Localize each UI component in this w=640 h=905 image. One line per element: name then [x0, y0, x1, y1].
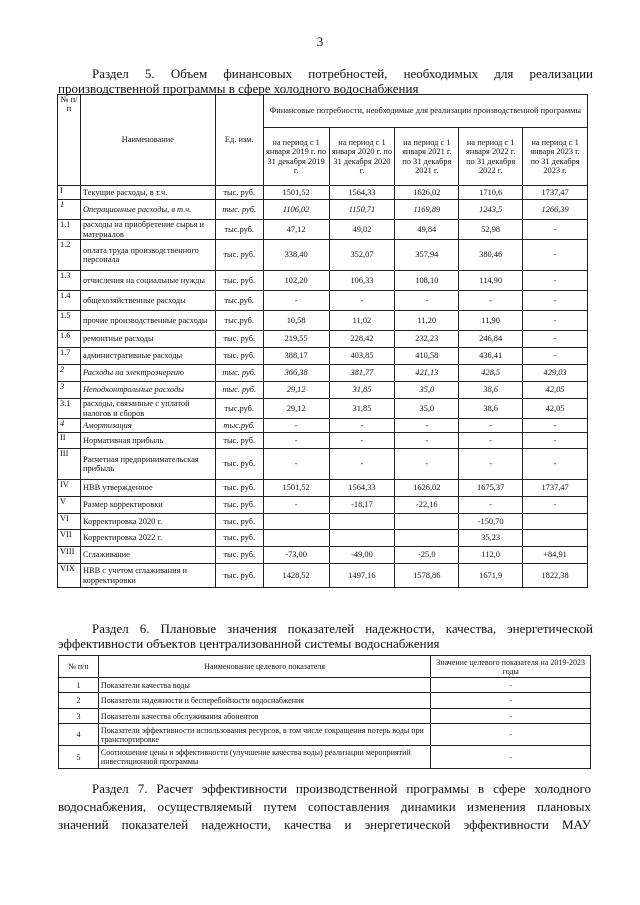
col-header-period: на период с 1 января 2022 г. по 31 декабря 2022 г. — [459, 128, 523, 186]
row-value: - — [431, 746, 591, 769]
row-value: - — [263, 497, 329, 514]
row-name: расходы, связанные с уплатой налогов и сборов — [80, 399, 215, 419]
section6-heading-line2: эффективности объектов централизованной системы водоснабжения — [58, 636, 440, 651]
row-value: 29,12 — [263, 399, 329, 419]
row-number: VI — [58, 514, 81, 530]
financial-needs-table — [57, 94, 588, 588]
col-header-period: на период с 1 января 2021 г. по 31 декабря 2021 г. — [395, 128, 459, 186]
row-value: 1737,47 — [523, 186, 588, 200]
row-value: 366,38 — [263, 365, 329, 382]
row-value: 1497,16 — [329, 564, 395, 588]
table-row — [59, 678, 591, 693]
col-header-period: на период с 1 января 2019 г. по 31 декабря 2019 г. — [263, 128, 329, 186]
row-value: 219,55 — [263, 331, 329, 348]
row-name: Размер корректировки — [80, 497, 215, 514]
table-row — [58, 399, 588, 419]
table-row — [58, 382, 588, 399]
table-row — [58, 419, 588, 433]
row-value: 11,20 — [395, 311, 459, 331]
row-unit: тыс.руб. — [215, 311, 263, 331]
table-row — [58, 480, 588, 497]
table-row — [58, 200, 588, 220]
table-row — [58, 365, 588, 382]
row-name: ремонтные расходы — [80, 331, 215, 348]
row-value — [329, 514, 395, 530]
row-value — [263, 530, 329, 547]
row-number: 1.7 — [58, 348, 81, 365]
table-row — [58, 311, 588, 331]
row-value — [395, 514, 459, 530]
row-value: - — [523, 433, 588, 449]
row-number: VII — [58, 530, 81, 547]
row-unit: тыс. руб. — [215, 186, 263, 200]
row-value: - — [395, 449, 459, 480]
row-value: 1501,52 — [263, 186, 329, 200]
target-indicators-table — [58, 655, 591, 769]
row-value: - — [329, 291, 395, 311]
row-value: - — [459, 291, 523, 311]
row-value: -22,16 — [395, 497, 459, 514]
table-row — [58, 497, 588, 514]
table-row — [59, 709, 591, 724]
row-name: отчисления на социальные нужды — [80, 271, 215, 291]
table-row — [58, 271, 588, 291]
row-value: 11,02 — [329, 311, 395, 331]
target-indicators-table-body — [59, 678, 591, 769]
row-number: 1.6 — [58, 331, 81, 348]
row-number: V — [58, 497, 81, 514]
row-value: 47,12 — [263, 220, 329, 240]
row-value — [523, 530, 588, 547]
row-value: 410,58 — [395, 348, 459, 365]
row-value: - — [263, 449, 329, 480]
row-value: 49,84 — [395, 220, 459, 240]
row-number: VIII — [58, 547, 81, 564]
section5-heading-line2: производственной программы в сфере холодного водоснабжения — [58, 81, 419, 96]
row-value: 1737,47 — [523, 480, 588, 497]
row-value: - — [329, 433, 395, 449]
section5-heading — [58, 66, 593, 96]
row-value: 338,40 — [263, 240, 329, 271]
row-value: - — [459, 449, 523, 480]
row-value: 106,33 — [329, 271, 395, 291]
table-row — [58, 547, 588, 564]
row-value: - — [523, 240, 588, 271]
row-value — [523, 514, 588, 530]
col-header-period: на период с 1 января 2020 г. по 31 декабря 2020 г. — [329, 128, 395, 186]
row-name: Показатели качества обслуживания абонентов — [98, 709, 430, 724]
row-value: 38,6 — [459, 399, 523, 419]
row-value: 429,03 — [523, 365, 588, 382]
row-value: 38,6 — [459, 382, 523, 399]
table-row — [58, 331, 588, 348]
row-value: 52,98 — [459, 220, 523, 240]
row-value: 228,42 — [329, 331, 395, 348]
row-value: - — [431, 693, 591, 709]
row-name: прочие производственные расходы — [80, 311, 215, 331]
row-name: Расходы на электроэнергию — [80, 365, 215, 382]
row-value: - — [523, 449, 588, 480]
row-unit: тыс. руб. — [215, 271, 263, 291]
row-number: 1 — [58, 200, 81, 220]
section7-line1: Раздел 7. Расчет эффективности производственной программы в сфере холодного — [92, 781, 591, 796]
row-value: 10,58 — [263, 311, 329, 331]
row-name: НВВ с учетом сглаживания и корректировки — [80, 564, 215, 588]
row-value: 1106,02 — [263, 200, 329, 220]
row-value: 1578,86 — [395, 564, 459, 588]
row-name: Корректировка 2022 г. — [80, 530, 215, 547]
col-header-period: на период с 1 января 2023 г. по 31 декабря 2023 г. — [523, 128, 588, 186]
row-value: - — [263, 419, 329, 433]
row-number: 4 — [59, 724, 99, 746]
row-value: - — [523, 331, 588, 348]
row-unit: тыс. руб. — [215, 480, 263, 497]
table-row — [58, 348, 588, 365]
section6-heading — [58, 621, 593, 651]
row-unit: тыс. руб. — [215, 331, 263, 348]
row-name: Сглаживание — [80, 547, 215, 564]
row-number: 5 — [59, 746, 99, 769]
row-number: 1.2 — [58, 240, 81, 271]
row-value: 102,20 — [263, 271, 329, 291]
row-value: 1150,71 — [329, 200, 395, 220]
row-value: 1626,02 — [395, 480, 459, 497]
row-value: 1822,38 — [523, 564, 588, 588]
row-value: 246,84 — [459, 331, 523, 348]
row-value: 11,90 — [459, 311, 523, 331]
row-value: - — [523, 291, 588, 311]
row-name: Показатели эффективности использования ресурсов, в том числе сокращения потерь воды при транспортировке — [98, 724, 430, 746]
row-value: 1243,5 — [459, 200, 523, 220]
row-unit: тыс. руб. — [215, 240, 263, 271]
row-value: 1564,33 — [329, 186, 395, 200]
row-value: 31,85 — [329, 382, 395, 399]
col-header-value: Значение целевого показателя на 2019-2023 годы — [431, 656, 591, 678]
row-value: 1169,89 — [395, 200, 459, 220]
row-value: - — [395, 291, 459, 311]
section7-line2: водоснабжения, осуществляемый путем сопоставления динамики изменения плановых — [58, 799, 591, 814]
table-row — [58, 514, 588, 530]
row-value: 381,77 — [329, 365, 395, 382]
row-value: - — [523, 271, 588, 291]
section7-line3: значений показателей надежности, качества и энергетической эффективности МАУ — [58, 817, 591, 832]
row-value: - — [263, 433, 329, 449]
row-value: 436,41 — [459, 348, 523, 365]
row-value: - — [459, 419, 523, 433]
row-value: 42,05 — [523, 399, 588, 419]
row-number: I — [58, 186, 81, 200]
row-unit: тыс. руб. — [215, 348, 263, 365]
row-value: 232,23 — [395, 331, 459, 348]
row-value: 49,02 — [329, 220, 395, 240]
col-header-num: № п/п — [59, 656, 99, 678]
table-row — [59, 746, 591, 769]
row-name: Амортизация — [80, 419, 215, 433]
table-row — [59, 693, 591, 709]
row-value: - — [523, 419, 588, 433]
row-unit: тыс. руб. — [215, 365, 263, 382]
section6-heading-line1: Раздел 6. Плановые значения показателей надежности, качества, энергетической — [92, 621, 593, 636]
row-value: 42,05 — [523, 382, 588, 399]
row-value: 112,0 — [459, 547, 523, 564]
row-name: Операционные расходы, в т.ч. — [80, 200, 215, 220]
row-name: оплата труда производственного персонала — [80, 240, 215, 271]
row-name: НВВ утвержденное — [80, 480, 215, 497]
row-value: - — [523, 311, 588, 331]
row-name: Показатели надежности и бесперебойности водоснабжения — [98, 693, 430, 709]
row-number: 2 — [58, 365, 81, 382]
row-value: 35,0 — [395, 399, 459, 419]
row-value — [329, 530, 395, 547]
row-unit: тыс. руб. — [215, 449, 263, 480]
row-value — [395, 530, 459, 547]
row-unit: тыс.руб. — [215, 291, 263, 311]
row-value: 29,12 — [263, 382, 329, 399]
row-name: административные расходы — [80, 348, 215, 365]
row-value: 428,5 — [459, 365, 523, 382]
row-value: -25,0 — [395, 547, 459, 564]
row-value: 380,46 — [459, 240, 523, 271]
table-row — [58, 433, 588, 449]
row-value: - — [459, 497, 523, 514]
row-name: Корректировка 2020 г. — [80, 514, 215, 530]
section7-paragraph — [58, 780, 591, 834]
row-value: 108,10 — [395, 271, 459, 291]
row-value: 1501,52 — [263, 480, 329, 497]
row-value: - — [395, 433, 459, 449]
table-row — [58, 564, 588, 588]
row-number: IV — [58, 480, 81, 497]
page-number: 3 — [316, 34, 324, 49]
row-value: 1710,6 — [459, 186, 523, 200]
row-value: - — [431, 724, 591, 746]
row-unit: тыс.руб. — [215, 220, 263, 240]
row-value: -73,00 — [263, 547, 329, 564]
row-value: - — [431, 709, 591, 724]
row-value: 403,85 — [329, 348, 395, 365]
row-value: 1675,37 — [459, 480, 523, 497]
financial-needs-table-body — [58, 186, 588, 588]
row-unit: тыс. руб. — [215, 382, 263, 399]
row-value: 1671,9 — [459, 564, 523, 588]
row-value: 421,13 — [395, 365, 459, 382]
row-unit: тыс. руб. — [215, 564, 263, 588]
row-unit: тыс.руб. — [215, 399, 263, 419]
row-number: III — [58, 449, 81, 480]
row-value: 1626,02 — [395, 186, 459, 200]
row-value: +84,91 — [523, 547, 588, 564]
row-number: 1.5 — [58, 311, 81, 331]
row-unit: тыс. руб. — [215, 530, 263, 547]
row-value: 352,07 — [329, 240, 395, 271]
table-row — [58, 291, 588, 311]
table-row — [58, 449, 588, 480]
row-unit: тыс.руб. — [215, 419, 263, 433]
row-name: общехозяйственные расходы — [80, 291, 215, 311]
row-value: - — [523, 497, 588, 514]
col-header-unit: Ед. изм. — [215, 95, 263, 186]
row-name: Нормативная прибыль — [80, 433, 215, 449]
table-row — [58, 530, 588, 547]
row-name: Соотношение цены и эффективности (улучшение качества воды) реализации мероприятий инвестиционной программы — [98, 746, 430, 769]
section5-heading-line1: Раздел 5. Объем финансовых потребностей, необходимых для реализации — [92, 66, 593, 81]
row-unit: тыс. руб. — [215, 514, 263, 530]
row-value: - — [523, 220, 588, 240]
row-number: 3 — [59, 709, 99, 724]
row-number: 2 — [59, 693, 99, 709]
row-number: VIX — [58, 564, 81, 588]
row-value: 357,94 — [395, 240, 459, 271]
row-unit: тыс. руб. — [215, 433, 263, 449]
row-value: -150,70 — [459, 514, 523, 530]
row-value: - — [523, 348, 588, 365]
table-row — [58, 186, 588, 200]
row-value: - — [431, 678, 591, 693]
row-number: 3.1 — [58, 399, 81, 419]
row-number: 1.1 — [58, 220, 81, 240]
col-header-group: Финансовые потребности, необходимые для реализации производственной программы — [263, 95, 587, 128]
row-value: 388,17 — [263, 348, 329, 365]
row-number: 4 — [58, 419, 81, 433]
row-value: 35,23 — [459, 530, 523, 547]
col-header-num: № п/п — [58, 95, 81, 186]
row-value: 31,85 — [329, 399, 395, 419]
row-value: - — [329, 449, 395, 480]
row-number: 1 — [59, 678, 99, 693]
row-unit: тыс. руб. — [215, 497, 263, 514]
row-value: 1564,33 — [329, 480, 395, 497]
row-unit: тыс. руб. — [215, 200, 263, 220]
row-value: -49,00 — [329, 547, 395, 564]
row-value: 1428,52 — [263, 564, 329, 588]
col-header-name: Наименование целевого показателя — [98, 656, 430, 678]
table-row — [58, 220, 588, 240]
row-value — [263, 514, 329, 530]
table-row — [58, 240, 588, 271]
row-value: - — [459, 433, 523, 449]
row-name: Неподконтрольные расходы — [80, 382, 215, 399]
row-number: 3 — [58, 382, 81, 399]
row-name: Показатели качества воды — [98, 678, 430, 693]
row-value: 35,0 — [395, 382, 459, 399]
row-number: 1.3 — [58, 271, 81, 291]
table-row — [59, 724, 591, 746]
row-value: -18,17 — [329, 497, 395, 514]
row-value: 1266,39 — [523, 200, 588, 220]
row-unit: тыс. руб. — [215, 547, 263, 564]
row-name: Текущие расходы, в т.ч. — [80, 186, 215, 200]
row-value: - — [395, 419, 459, 433]
row-name: расходы на приобретение сырья и материалов — [80, 220, 215, 240]
col-header-name: Наименование — [80, 95, 215, 186]
row-number: II — [58, 433, 81, 449]
row-value: 114,90 — [459, 271, 523, 291]
row-value: - — [263, 291, 329, 311]
row-number: 1.4 — [58, 291, 81, 311]
row-value: - — [329, 419, 395, 433]
row-name: Расчетная предпринимательская прибыль — [80, 449, 215, 480]
